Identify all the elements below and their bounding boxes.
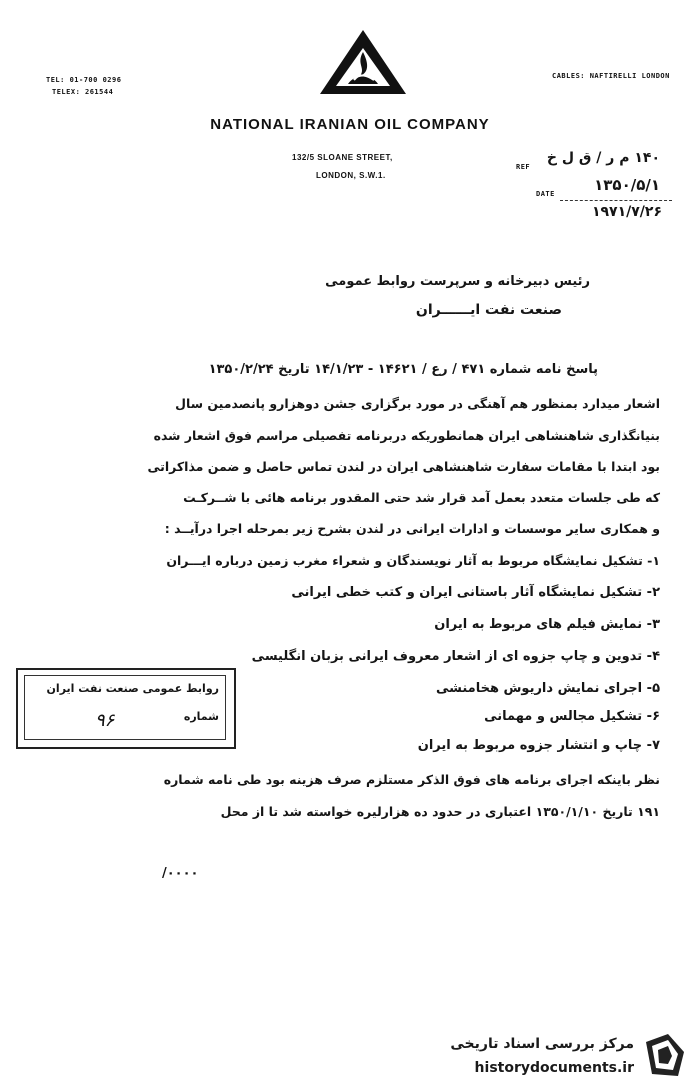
- list-item: ۲- تشکیل نمایشگاه آثار باستانی ایران و کتب خطی ایرانی: [291, 585, 660, 600]
- paragraph-line: اشعار میدارد بمنظور هم آهنگی در مورد برگزاری جشن دوهزارو پانصدمین سال: [175, 396, 660, 411]
- stamp-title: روابط عمومی صنعت نفت ایران: [46, 682, 219, 695]
- address-street: 132/5 SLOANE STREET,: [292, 153, 393, 162]
- cable-address: CABLES: NAFTIRELLI LONDON: [552, 72, 670, 80]
- company-name: NATIONAL IRANIAN OIL COMPANY: [210, 116, 490, 133]
- addressee-organization: صنعت نفت ایــــــران: [415, 302, 562, 318]
- addressee-title: رئیس دبیرخانه و سرپرست روابط عمومی: [325, 274, 590, 289]
- list-item: ۱- تشکیل نمایشگاه مربوط به آثار نویسندگان و شعراء مغرب زمین درباره ایـــران: [166, 553, 660, 568]
- company-logo: [318, 28, 408, 96]
- date-persian: ۱۳۵۰/۵/۱: [594, 176, 660, 194]
- list-item: ۷- چاپ و انتشار جزوه مربوط به ایران: [417, 738, 660, 753]
- telex-number: TELEX: 261544: [52, 88, 114, 96]
- list-item: ۴- تدوین و چاپ جزوه ای از اشعار معروف ایرانی بزبان انگلیسی: [251, 649, 660, 664]
- paragraph-line: و همکاری سایر موسسات و ادارات ایرانی در لندن بشرح زیر بمرحله اجرا درآیــد :: [164, 521, 660, 536]
- paragraph-line: بنیانگذاری شاهنشاهی ایران همانطوریکه دربرنامه تفصیلی مراسم فوق اشعار شده: [153, 428, 660, 443]
- list-item: ۵- اجرای نمایش داریوش هخامنشی: [435, 681, 660, 696]
- date-divider: [560, 200, 672, 201]
- stamp-inner-border: [24, 675, 226, 740]
- paragraph-line: پاسخ نامه شماره ۴۷۱ / رع / ۱۴۶۲۱ - ۱۴/۱/۲۳ تاریخ ۱۳۵۰/۲/۲۴: [208, 362, 598, 377]
- ref-label: REF: [516, 163, 531, 171]
- closing-line: نظر باینکه اجرای برنامه های فوق الذکر مستلزم صرف هزینه بود طی نامه شماره: [163, 772, 660, 787]
- archive-logo-icon: [638, 1030, 690, 1082]
- stamp-handwritten-number: ۹۶: [95, 710, 115, 731]
- closing-line: ۱۹۱ تاریخ ۱۳۵۰/۱/۱۰ اعتباری در حدود ده هزارلیره خواسته شد تا از محل: [220, 804, 660, 819]
- paragraph-line: که طی جلسات متعدد بعمل آمد قرار شد حتی المقدور برنامه هائی با شــرکـت: [183, 490, 660, 505]
- date-gregorian: ۱۹۷۱/۷/۲۶: [591, 204, 662, 220]
- archive-url[interactable]: historydocuments.ir: [474, 1060, 634, 1076]
- address-city: LONDON, S.W.1.: [316, 171, 386, 180]
- stamp-number-label: شماره: [183, 710, 219, 723]
- date-label: DATE: [536, 190, 555, 198]
- reference-number: ۱۴۰ م ر / ق ل خ: [546, 150, 660, 166]
- continuation-mark: /۰۰۰۰: [162, 866, 199, 881]
- paragraph-line: بود ابتدا با مقامات سفارت شاهنشاهی ایران در لندن تماس حاصل و ضمن مذاکراتی: [147, 459, 660, 474]
- list-item: ۶- تشکیل مجالس و مهمانی: [484, 709, 660, 724]
- telephone-number: TEL: 01-700 0296: [46, 76, 122, 84]
- list-item: ۳- نمایش فیلم های مربوط به ایران: [434, 617, 660, 632]
- registration-stamp: [16, 668, 236, 749]
- archive-name: مرکز بررسی اسناد تاریخی: [450, 1036, 634, 1052]
